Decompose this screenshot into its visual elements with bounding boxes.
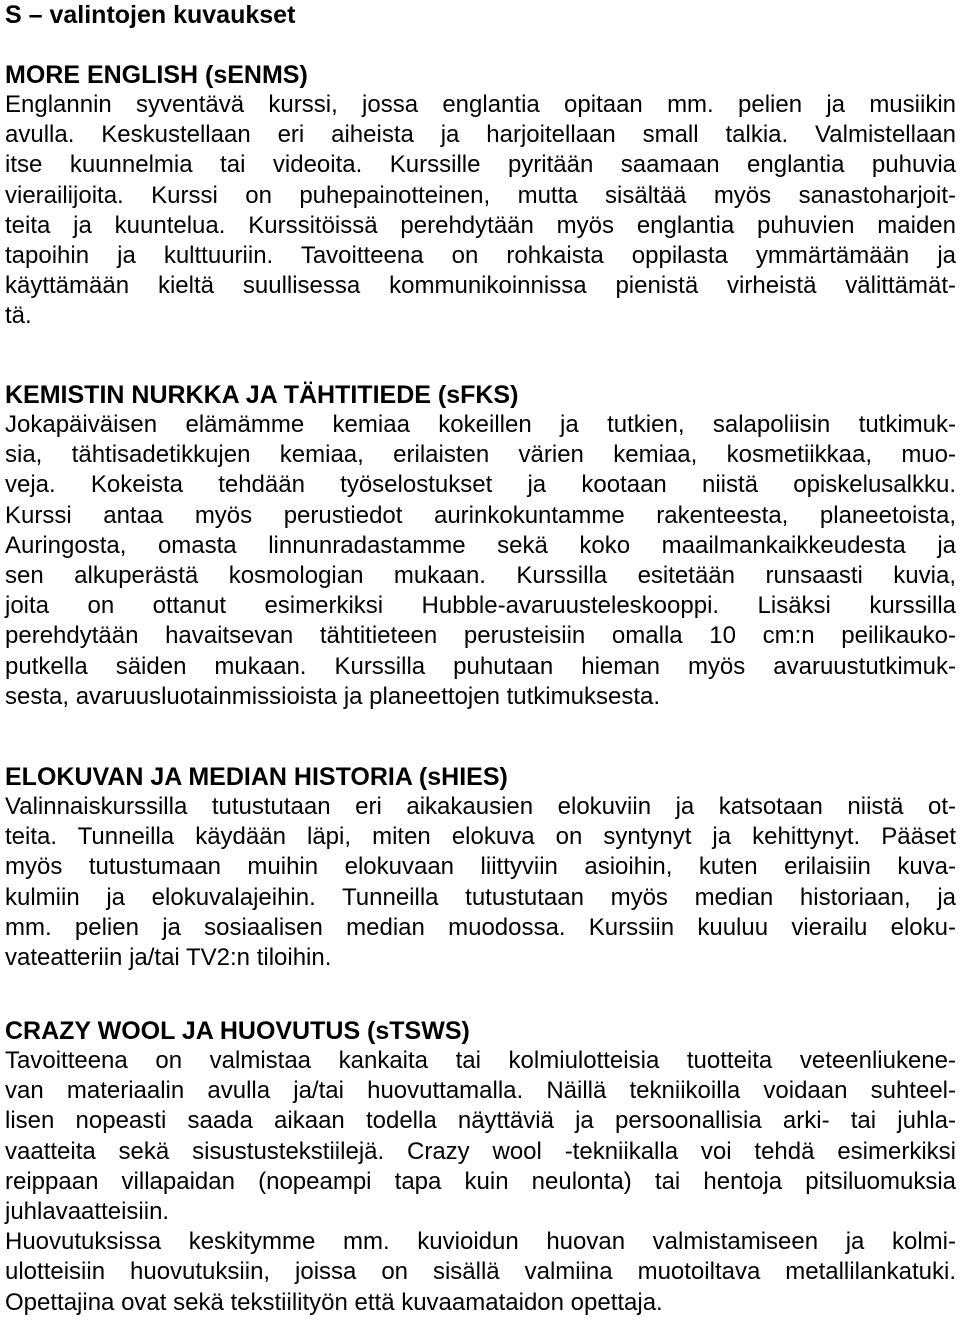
text-line: reippaan villapaidan (nopeampi tapa kuin neulonta) tai hentoja pitsiluomuksia (5, 1167, 956, 1195)
text-line: avulla. Keskustellaan eri aiheista ja harjoitellaan small talkia. Valmistellaan (5, 121, 956, 149)
text-line: Valinnaiskurssilla tutustutaan eri aikakausien elokuviin ja katsotaan niistä ot- (5, 793, 956, 820)
text-line: lisen nopeasti saada aikaan todella näyttäviä ja persoonallisia arki- tai juhla- (5, 1107, 956, 1135)
text-line: myös tutustumaan muihin elokuvaan liittyviin asioihin, kuten erilaisiin kuva- (5, 853, 956, 881)
text-line: veja. Kokeista tehdään työselostukset ja kootaan niistä opiskelusalkku. (5, 471, 956, 499)
text-line: Opettajina ovat sekä tekstiilityön että kuvaamataidon opettaja. (5, 1288, 663, 1316)
section-heading: KEMISTIN NURKKA JA TÄHTITIEDE (sFKS) (5, 381, 519, 409)
section-body (5, 90, 956, 332)
section-heading: ELOKUVAN JA MEDIAN HISTORIA (sHIES) (5, 763, 508, 791)
text-line: tapoihin ja kulttuuriin. Tavoitteena on rohkaista oppilasta ymmärtämään ja (5, 242, 956, 270)
text-line: teita. Tunneilla käydään läpi, miten elokuva on syntynyt ja kehittynyt. Pääset (5, 823, 956, 851)
section-heading: MORE ENGLISH (sENMS) (5, 61, 308, 89)
section-body (5, 1046, 956, 1318)
text-line: tä. (5, 302, 32, 330)
text-line: vateatteriin ja/tai TV2:n tiloihin. (5, 944, 332, 972)
text-line: Tavoitteena on valmistaa kankaita tai kolmiulotteisia tuotteita veteenliukene- (5, 1047, 956, 1074)
text-line: vierailijoita. Kurssi on puhepainotteinen, mutta sisältää myös sanastoharjoit- (5, 181, 956, 209)
text-line: sia, tähtisadetikkujen kemiaa, erilaisten värien kemiaa, kosmetiikkaa, muo- (5, 441, 956, 469)
text-line: Jokapäiväisen elämämme kemiaa kokeillen ja tutkien, salapoliisin tutkimuk- (5, 411, 956, 438)
course-section-crazy-wool (5, 1016, 956, 1318)
section-heading: CRAZY WOOL JA HUOVUTUS (sTSWS) (5, 1017, 470, 1045)
text-line: Englannin syventävä kurssi, jossa englantia opitaan mm. pelien ja musiikin (5, 91, 956, 118)
text-line: perehdytään havaitsevan tähtitieteen perusteisiin omalla 10 cm:n peilikauko- (5, 622, 956, 650)
text-line: van materiaalin avulla ja/tai huovuttamalla. Näillä tekniikoilla voidaan suhteel- (5, 1077, 956, 1105)
text-line: Auringosta, omasta linnunradastamme sekä koko maailmankaikkeudesta ja (5, 531, 956, 559)
text-line: sesta, avaruusluotainmissioista ja planeettojen tutkimuksesta. (5, 682, 661, 710)
text-line: kulmiin ja elokuvalajeihin. Tunneilla tutustutaan myös median historiaan, ja (5, 883, 956, 911)
text-line: putkella säiden mukaan. Kurssilla puhutaan hieman myös avaruustutkimuk- (5, 652, 956, 680)
text-line: ulotteisiin huovutuksiin, joissa on sisällä valmiina muotoiltava metallilankatuki. (5, 1258, 956, 1286)
text-line: sen alkuperästä kosmologian mukaan. Kurssilla esitetään runsaasti kuvia, (5, 562, 956, 590)
text-line: vaatteita sekä sisustustekstiilejä. Crazy wool -tekniikalla voi tehdä esimerkiksi (5, 1137, 956, 1165)
section-body (5, 410, 956, 712)
document-title: S – valintojen kuvaukset (5, 1, 296, 29)
text-line: Huovutuksissa keskitymme mm. kuvioidun huovan valmistamiseen ja kolmi- (5, 1228, 956, 1256)
text-line: teita ja kuuntelua. Kurssitöissä perehdytään myös englantia puhuvien maiden (5, 211, 956, 239)
text-line: juhlavaatteisiin. (5, 1198, 170, 1226)
text-line: käyttämään kieltä suullisessa kommunikoinnissa pienistä virheistä välittämät- (5, 272, 956, 300)
section-body (5, 792, 956, 973)
text-line: Kurssi antaa myös perustiedot aurinkokuntamme rakenteesta, planeetoista, (5, 501, 956, 529)
course-section-more-english (5, 60, 956, 332)
course-section-elokuvan-historia (5, 762, 956, 973)
text-line: itse kuunnelmia tai videoita. Kurssille pyritään saamaan englantia puhuvia (5, 151, 956, 179)
text-line: joita on ottanut esimerkiksi Hubble-avaruusteleskooppi. Lisäksi kurssilla (5, 592, 956, 620)
text-line: mm. pelien ja sosiaalisen median muodossa. Kurssiin kuuluu vierailu eloku- (5, 913, 956, 941)
course-section-kemistin-nurkka (5, 380, 956, 712)
